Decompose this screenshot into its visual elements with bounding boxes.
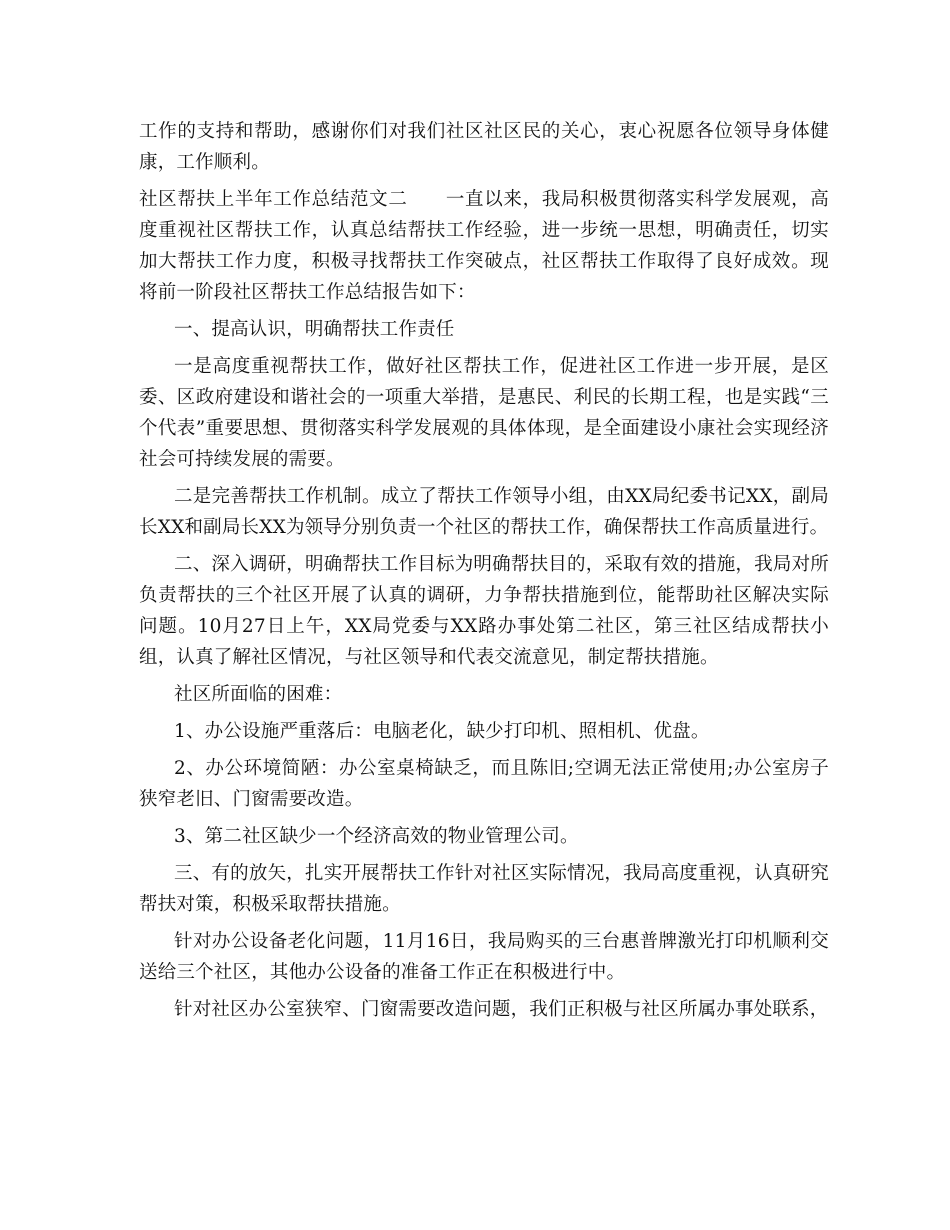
paragraph-difficulties-heading: 社区所面临的困难：	[174, 684, 343, 705]
paragraph-equipment: 针对办公设备老化问题，11月16日，我局购买的三台惠普牌激光打印机顺利交送给三个社区，其他办公设备的准备工作正在积极进行中。	[139, 931, 829, 983]
paragraph-point-2: 二是完善帮扶工作机制。成立了帮扶工作领导小组，由XX局纪委书记XX，副局长XX和副局长XX为领导分别负责一个社区的帮扶工作，确保帮扶工作高质量进行。	[139, 486, 829, 538]
paragraph-office-renovation: 针对社区办公室狭窄、门窗需要改造问题，我们正积极与社区所属办事处联系，	[174, 999, 829, 1020]
section-heading-2: 二、深入调研，明确帮扶工作目标为明确帮扶目的，采取有效的措施，我局对所负责帮扶的三个社区开展了认真的调研，力争帮扶措施到位，能帮助社区解决实际问题。10月27日上午，XX局党委与XX路办事处第二社区，第三社区结成帮扶小组，认真了解社区情况，与社区领导和代表交流意见，制定帮扶措施。	[139, 554, 829, 668]
paragraph-closing-thanks: 工作的支持和帮助，感谢你们对我们社区社区民的关心，衷心祝愿各位领导身体健康，工作顺利。	[139, 121, 829, 173]
paragraph-point-1: 一是高度重视帮扶工作，做好社区帮扶工作，促进社区工作进一步开展，是区委、区政府建设和谐社会的一项重大举措，是惠民、利民的长期工程，也是实践“三个代表”重要思想、贯彻落实科学发展观的具体体现，是全面建设小康社会实现经济社会可持续发展的需要。	[139, 356, 829, 470]
document-body	[139, 116, 829, 1031]
list-item-difficulty-2: 2、办公环境简陋：办公室桌椅缺乏，而且陈旧;空调无法正常使用;办公室房子狭窄老旧、门窗需要改造。	[139, 758, 829, 810]
section-heading-3: 三、有的放矢，扎实开展帮扶工作针对社区实际情况，我局高度重视，认真研究帮扶对策，积极采取帮扶措施。	[139, 863, 829, 915]
list-item-difficulty-1: 1、办公设施严重落后：电脑老化，缺少打印机、照相机、优盘。	[174, 721, 710, 742]
list-item-difficulty-3: 3、第二社区缺少一个经济高效的物业管理公司。	[174, 826, 579, 847]
section-heading-1: 一、提高认识，明确帮扶工作责任	[174, 319, 455, 340]
paragraph-title-intro: 社区帮扶上半年工作总结范文二 一直以来，我局积极贯彻落实科学发展观，高度重视社区帮扶工作，认真总结帮扶工作经验，进一步统一思想，明确责任，切实加大帮扶工作力度，积极寻找帮扶工作突破点，社区帮扶工作取得了良好成效。现将前一阶段社区帮扶工作总结报告如下：	[139, 189, 829, 303]
